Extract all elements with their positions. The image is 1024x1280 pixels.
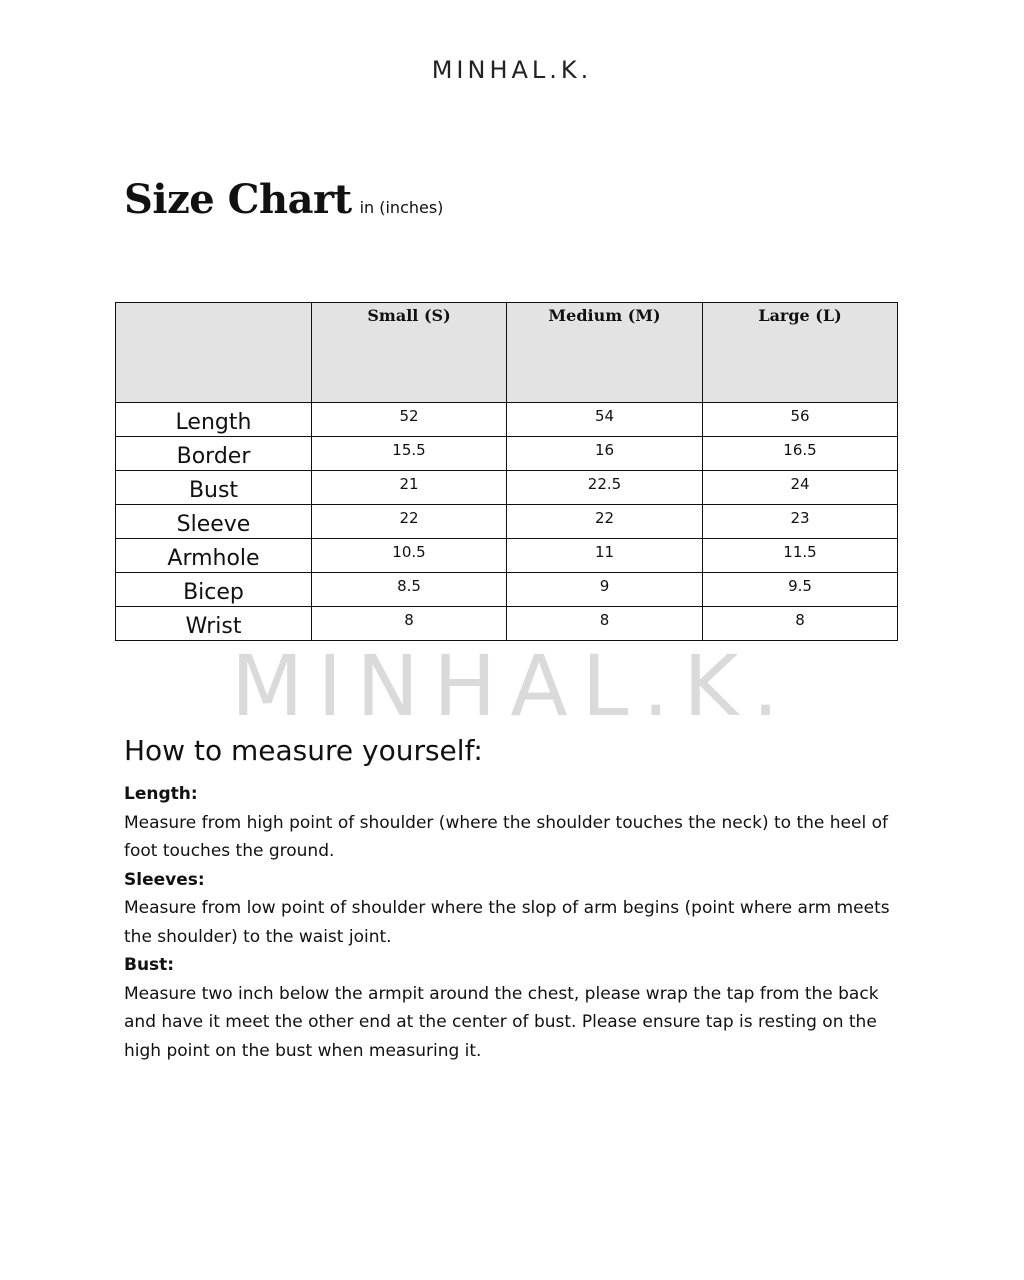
cell-small: 21 <box>312 471 507 505</box>
cell-large: 24 <box>703 471 898 505</box>
table-row <box>116 437 898 471</box>
section-text-sleeves: Measure from low point of shoulder where the slop of arm begins (point where arm meets the shoulder) to the waist joint. <box>124 898 890 947</box>
cell-large: 16.5 <box>703 437 898 471</box>
unit-label: in (inches) <box>359 198 444 217</box>
cell-small: 8.5 <box>312 573 507 607</box>
header-small: Small (S) <box>312 303 507 403</box>
row-label: Sleeve <box>116 505 312 539</box>
table-row <box>116 403 898 437</box>
section-text-length: Measure from high point of shoulder (where the shoulder touches the neck) to the heel of foot touches the ground. <box>124 812 888 861</box>
header-medium: Medium (M) <box>507 303 703 403</box>
cell-large: 8 <box>703 607 898 641</box>
instructions <box>124 780 894 1065</box>
cell-small: 52 <box>312 403 507 437</box>
cell-medium: 9 <box>507 573 703 607</box>
cell-large: 56 <box>703 403 898 437</box>
row-label: Wrist <box>116 607 312 641</box>
section-text-bust: Measure two inch below the armpit around the chest, please wrap the tap from the back and have it meet the other end at the center of bust. Please ensure tap is resting on the high point on the bust when measuring it. <box>124 983 879 1061</box>
table-row <box>116 539 898 573</box>
section-heading-sleeves: Sleeves: <box>124 869 205 890</box>
header-empty-cell <box>116 303 312 403</box>
cell-medium: 11 <box>507 539 703 573</box>
section-heading-bust: Bust: <box>124 955 175 975</box>
cell-small: 10.5 <box>312 539 507 573</box>
cell-medium: 22.5 <box>507 471 703 505</box>
brand-logo: MINHAL.K. <box>431 56 593 84</box>
cell-large: 11.5 <box>703 539 898 573</box>
row-label: Border <box>116 437 312 471</box>
row-label: Bicep <box>116 573 312 607</box>
table-row <box>116 607 898 641</box>
header-large: Large (L) <box>703 303 898 403</box>
table-header-row <box>116 303 898 403</box>
cell-large: 9.5 <box>703 573 898 607</box>
cell-small: 15.5 <box>312 437 507 471</box>
cell-medium: 54 <box>507 403 703 437</box>
cell-medium: 16 <box>507 437 703 471</box>
table-row <box>116 505 898 539</box>
howto-title: How to measure yourself: <box>124 734 483 767</box>
row-label: Armhole <box>116 539 312 573</box>
section-heading-length: Length: <box>124 784 198 804</box>
table-row <box>116 471 898 505</box>
cell-small: 8 <box>312 607 507 641</box>
page-title: Size Chart <box>124 176 352 223</box>
cell-large: 23 <box>703 505 898 539</box>
cell-medium: 8 <box>507 607 703 641</box>
row-label: Bust <box>116 471 312 505</box>
cell-medium: 22 <box>507 505 703 539</box>
row-label: Length <box>116 403 312 437</box>
cell-small: 22 <box>312 505 507 539</box>
watermark-logo: MINHAL.K. <box>231 637 793 735</box>
title-row <box>124 176 443 223</box>
size-table <box>115 302 898 641</box>
table-row <box>116 573 898 607</box>
